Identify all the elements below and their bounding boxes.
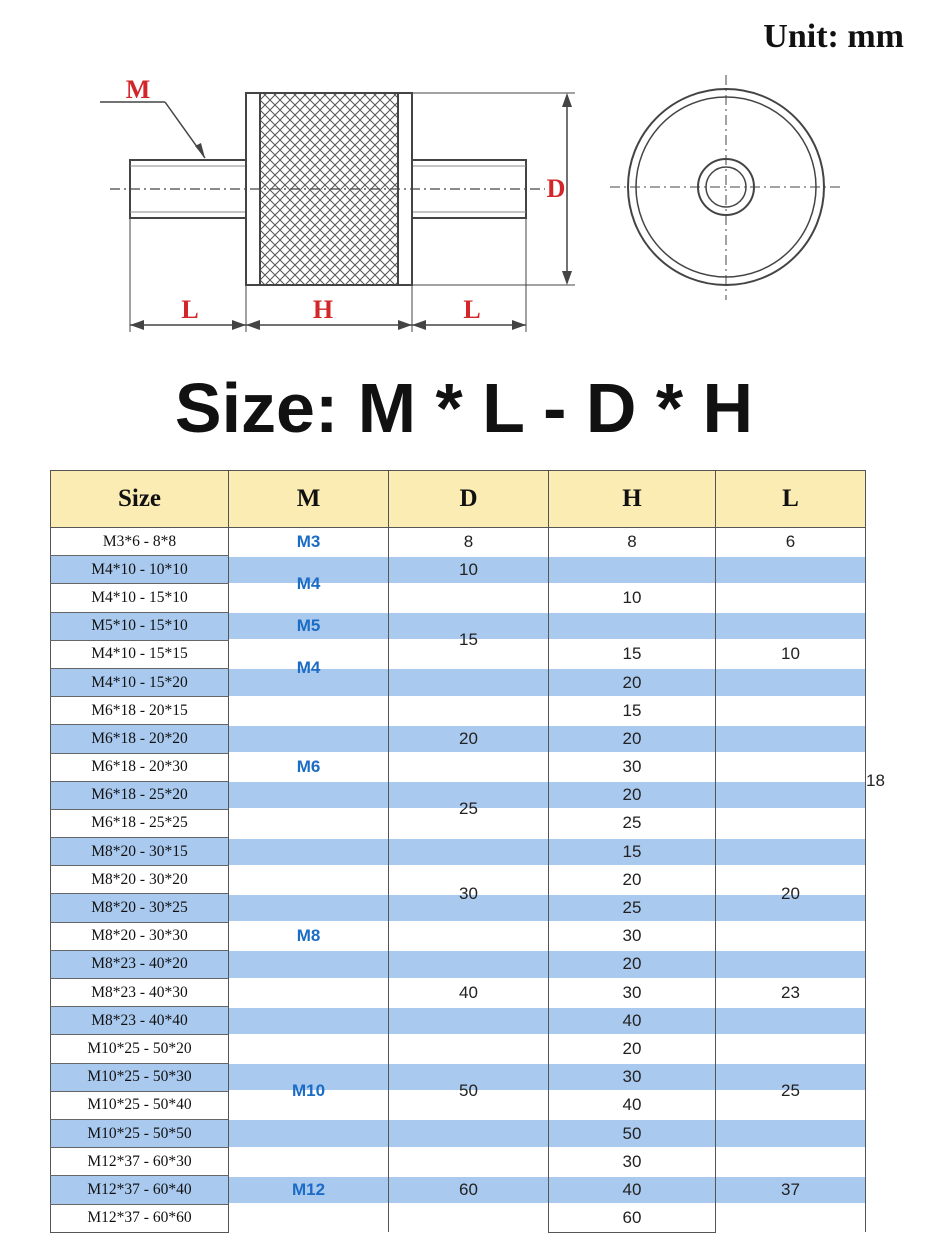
size-cell: M6*18 - 20*15 xyxy=(51,697,229,725)
table-row xyxy=(51,1035,866,1063)
l-cell: 20 xyxy=(716,838,866,951)
h-cell: 60 xyxy=(549,1204,716,1232)
d-cell: 60 xyxy=(389,1148,549,1233)
label-l-left: L xyxy=(181,295,199,324)
size-cell: M12*37 - 60*40 xyxy=(51,1176,229,1204)
h-cell: 20 xyxy=(549,950,716,978)
h-cell: 20 xyxy=(549,668,716,696)
table-row xyxy=(51,528,866,556)
table-row xyxy=(51,950,866,978)
left-stud xyxy=(130,160,246,218)
mount-diagram xyxy=(0,60,928,350)
label-d: D xyxy=(546,174,566,203)
d-cell: 10 xyxy=(389,556,549,584)
unit-label: Unit: mm xyxy=(763,18,904,55)
table-row xyxy=(51,556,866,584)
d-cell: 40 xyxy=(389,950,549,1035)
d-cell: 25 xyxy=(389,781,549,837)
h-cell: 40 xyxy=(549,1007,716,1035)
size-cell: M10*25 - 50*40 xyxy=(51,1091,229,1119)
size-cell: M6*18 - 20*20 xyxy=(51,725,229,753)
size-cell: M10*25 - 50*20 xyxy=(51,1035,229,1063)
m-cell: M6 xyxy=(229,697,389,838)
header-m: M xyxy=(229,471,389,528)
size-cell: M6*18 - 20*30 xyxy=(51,753,229,781)
size-cell: M5*10 - 15*10 xyxy=(51,612,229,640)
table-row xyxy=(51,838,866,866)
size-cell: M10*25 - 50*30 xyxy=(51,1063,229,1091)
size-cell: M8*23 - 40*20 xyxy=(51,950,229,978)
h-cell: 20 xyxy=(549,781,716,809)
h-cell: 15 xyxy=(549,838,716,866)
m-cell: M3 xyxy=(229,528,389,556)
h-cell: 25 xyxy=(549,809,716,837)
header-size: Size xyxy=(51,471,229,528)
d-cell: 8 xyxy=(389,528,549,556)
size-cell: M3*6 - 8*8 xyxy=(51,528,229,556)
d-cell: 30 xyxy=(389,838,549,951)
size-cell: M12*37 - 60*60 xyxy=(51,1204,229,1232)
h-cell: 20 xyxy=(549,1035,716,1063)
d-cell: 50 xyxy=(389,1035,549,1148)
h-cell: 30 xyxy=(549,1063,716,1091)
size-cell: M8*23 - 40*30 xyxy=(51,979,229,1007)
right-stud xyxy=(412,160,526,218)
m-cell: M8 xyxy=(229,838,389,1035)
h-cell: 10 xyxy=(549,556,716,641)
size-cell: M10*25 - 50*50 xyxy=(51,1119,229,1147)
size-cell: M8*20 - 30*30 xyxy=(51,922,229,950)
h-cell: 30 xyxy=(549,753,716,781)
h-cell: 8 xyxy=(549,528,716,556)
m-cell: M4 xyxy=(229,556,389,612)
label-l-right: L xyxy=(463,295,481,324)
size-cell: M8*20 - 30*20 xyxy=(51,866,229,894)
h-cell: 20 xyxy=(549,866,716,894)
h-cell: 25 xyxy=(549,894,716,922)
size-cell: M8*20 - 30*25 xyxy=(51,894,229,922)
l-cell: 25 xyxy=(716,1035,866,1148)
h-cell: 40 xyxy=(549,1176,716,1204)
h-cell: 15 xyxy=(549,640,716,668)
m-cell: M10 xyxy=(229,1035,389,1148)
d-cell: 15 xyxy=(389,584,549,697)
label-m: M xyxy=(125,75,151,104)
size-cell: M6*18 - 25*25 xyxy=(51,809,229,837)
size-cell: M4*10 - 15*10 xyxy=(51,584,229,612)
h-cell: 30 xyxy=(549,1148,716,1176)
h-cell: 15 xyxy=(549,697,716,725)
m-cell: M5 xyxy=(229,612,389,640)
h-cell: 40 xyxy=(549,1091,716,1119)
size-cell: M4*10 - 15*20 xyxy=(51,668,229,696)
m-cell: M4 xyxy=(229,640,389,696)
h-cell: 50 xyxy=(549,1119,716,1147)
l-cell: 6 xyxy=(716,528,866,556)
size-cell: M4*10 - 15*15 xyxy=(51,640,229,668)
header-l: L xyxy=(716,471,866,528)
h-cell: 30 xyxy=(549,979,716,1007)
header-d: D xyxy=(389,471,549,528)
size-cell: M8*23 - 40*40 xyxy=(51,1007,229,1035)
size-cell: M12*37 - 60*30 xyxy=(51,1148,229,1176)
table-header-row xyxy=(51,471,866,528)
l-cell: 37 xyxy=(716,1148,866,1233)
m-cell: M12 xyxy=(229,1148,389,1233)
spec-table xyxy=(50,470,885,1233)
table-row xyxy=(51,1148,866,1176)
label-h: H xyxy=(312,295,334,324)
table-row xyxy=(51,781,866,809)
size-cell: M6*18 - 25*20 xyxy=(51,781,229,809)
size-cell: M8*20 - 30*15 xyxy=(51,838,229,866)
header-h: H xyxy=(549,471,716,528)
h-cell: 20 xyxy=(549,725,716,753)
size-cell: M4*10 - 10*10 xyxy=(51,556,229,584)
size-formula: Size: M * L - D * H xyxy=(174,369,754,447)
l-cell: 10 xyxy=(716,556,866,753)
d-cell: 20 xyxy=(389,697,549,782)
l-cell: 23 xyxy=(716,950,866,1035)
table-row: M6*18 - 20*20 20 18 xyxy=(51,725,866,753)
h-cell: 30 xyxy=(549,922,716,950)
